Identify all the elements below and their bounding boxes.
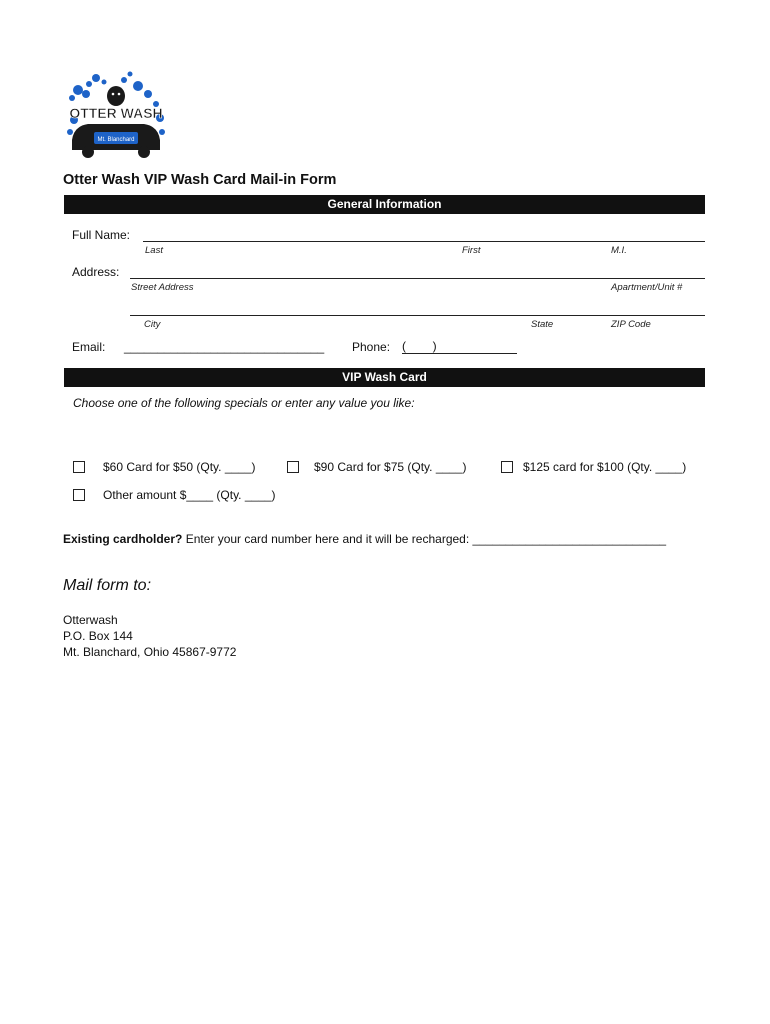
state-sublabel: State — [531, 319, 554, 330]
option-60-checkbox[interactable] — [73, 461, 85, 473]
svg-text:OTTER WASH: OTTER WASH — [69, 105, 163, 121]
existing-cardholder-label: Existing cardholder? — [63, 532, 183, 546]
email-field[interactable]: ______________________________ — [124, 340, 325, 354]
email-label: Email: — [72, 340, 106, 354]
mailing-address — [63, 612, 236, 660]
mail-form-heading: Mail form to: — [63, 577, 152, 594]
option-125-checkbox[interactable] — [501, 461, 513, 473]
address-line-name: Otterwash — [63, 613, 118, 627]
existing-cardholder-line — [63, 532, 666, 546]
city-state-zip-line[interactable] — [130, 315, 705, 316]
option-125-label: $125 card for $100 (Qty. ____) — [523, 460, 687, 474]
apartment-unit-sublabel: Apartment/Unit # — [611, 282, 683, 293]
middle-initial-sublabel: M.I. — [611, 245, 627, 256]
street-address-line[interactable] — [130, 278, 705, 279]
phone-field[interactable]: ( ) — [402, 340, 517, 354]
option-90-checkbox[interactable] — [287, 461, 299, 473]
address-line-po-box: P.O. Box 144 — [63, 629, 133, 643]
option-other-label: Other amount $____ (Qty. ____) — [103, 488, 276, 502]
phone-label: Phone: — [352, 340, 391, 354]
full-name-line[interactable] — [143, 241, 705, 242]
general-information-header: General Information — [64, 195, 705, 214]
street-address-sublabel: Street Address — [131, 282, 194, 293]
option-90-label: $90 Card for $75 (Qty. ____) — [314, 460, 467, 474]
address-line-city: Mt. Blanchard, Ohio 45867-9772 — [63, 645, 237, 659]
vip-wash-card-header: VIP Wash Card — [64, 368, 705, 387]
vip-instruction: Choose one of the following specials or enter any value you like: — [73, 396, 415, 410]
svg-text:Mt. Blanchard: Mt. Blanchard — [97, 137, 135, 143]
otter-wash-logo — [64, 70, 168, 160]
logo-graphic — [64, 70, 168, 160]
existing-cardholder-text[interactable]: Enter your card number here and it will be recharged: _____________________________ — [182, 532, 667, 546]
address-label: Address: — [72, 265, 120, 279]
option-60-label: $60 Card for $50 (Qty. ____) — [103, 460, 256, 474]
zip-code-sublabel: ZIP Code — [611, 319, 651, 330]
city-sublabel: City — [144, 319, 161, 330]
first-name-sublabel: First — [462, 245, 481, 256]
form-title: Otter Wash VIP Wash Card Mail-in Form — [63, 172, 337, 188]
full-name-label: Full Name: — [72, 228, 131, 242]
option-other-checkbox[interactable] — [73, 489, 85, 501]
last-name-sublabel: Last — [145, 245, 163, 256]
